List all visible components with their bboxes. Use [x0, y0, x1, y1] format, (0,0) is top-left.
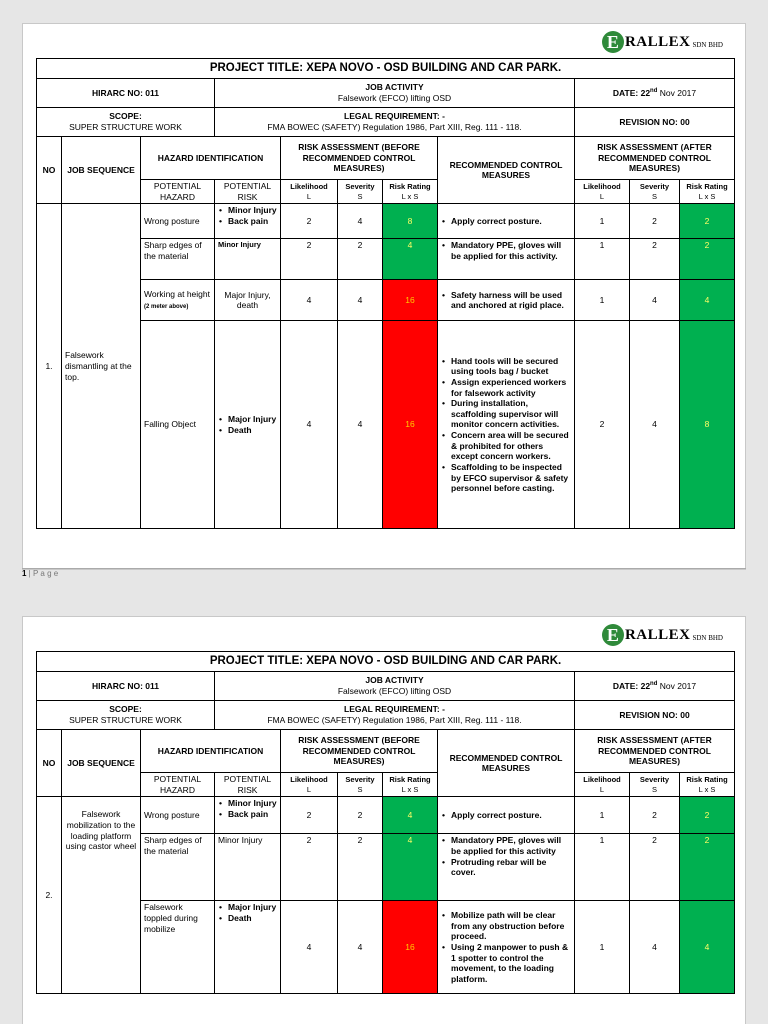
potential-hazard: Wrong posture: [141, 204, 215, 239]
logo-mark-icon: E: [602, 31, 624, 53]
severity: 4: [338, 901, 383, 994]
severity-after: 2: [630, 797, 680, 834]
control-measures: • Mandatory PPE, gloves will be applied for this activity • Protruding rebar will be cover.: [438, 834, 575, 901]
col-potential-risk: POTENTIAL RISK: [215, 180, 281, 204]
col-severity-after: Severity S: [630, 180, 680, 204]
table-row: [37, 239, 735, 280]
risk-rating: 16: [383, 280, 438, 321]
scope: SCOPE: SUPER STRUCTURE WORK: [37, 701, 215, 730]
table-row: [37, 280, 735, 321]
potential-hazard: Falsework toppled during mobilize: [141, 901, 215, 994]
likelihood: 2: [281, 797, 338, 834]
severity: 2: [338, 239, 383, 280]
severity: 4: [338, 204, 383, 239]
col-severity: Severity S: [338, 180, 383, 204]
col-likelihood: Likelihood L: [281, 180, 338, 204]
table-row: [37, 797, 735, 834]
likelihood-after: 1: [575, 204, 630, 239]
potential-hazard: Falling Object: [141, 321, 215, 529]
col-risk-rating: Risk Rating L x S: [383, 180, 438, 204]
col-potential-hazard: POTENTIAL HAZARD: [141, 773, 215, 797]
project-title: PROJECT TITLE: XEPA NOVO - OSD BUILDING AND CAR PARK.: [37, 652, 735, 672]
potential-risk: Minor Injury: [215, 834, 281, 901]
potential-hazard: Wrong posture: [141, 797, 215, 834]
col-no: NO: [37, 137, 62, 204]
date: DATE: 22nd Nov 2017: [575, 672, 735, 701]
likelihood: 2: [281, 834, 338, 901]
table-row: [37, 321, 735, 529]
col-hazard-identification: HAZARD IDENTIFICATION: [141, 730, 281, 773]
col-recommended-control: RECOMMENDED CONTROL MEASURES: [438, 730, 575, 797]
likelihood-after: 2: [575, 321, 630, 529]
col-potential-risk: POTENTIAL RISK: [215, 773, 281, 797]
risk-rating: 8: [383, 204, 438, 239]
potential-hazard: Sharp edges of the material: [141, 834, 215, 901]
risk-rating-after: 2: [680, 239, 735, 280]
col-severity: Severity S: [338, 773, 383, 797]
control-measures: • Mobilize path will be clear from any obstruction before proceed. • Using 2 manpower to push & 1 spotter to control the movement, to the loading platform.: [438, 901, 575, 994]
likelihood-after: 1: [575, 797, 630, 834]
control-measures: • Apply correct posture.: [438, 204, 575, 239]
col-risk-after: RISK ASSESSMENT (AFTER RECOMMENDED CONTROL MEASURES): [575, 730, 735, 773]
hirarc-number: HIRARC NO: 011: [37, 79, 215, 108]
control-measures: • Hand tools will be secured using tools bag / bucket • Assign experienced workers for falsework activity • During installation, scaffolding supervisor will monitor concern activities. • Concern area will be secured & prohibited for others except concern workers. • Scaffolding to be inspected by EFCO supervisor & safety personnel before casting.: [438, 321, 575, 529]
company-logo: E RALLEX SDN BHD: [602, 29, 723, 55]
col-job-sequence: JOB SEQUENCE: [62, 137, 141, 204]
table-row: [37, 834, 735, 901]
potential-hazard: Working at height (2 meter above): [141, 280, 215, 321]
severity-after: 4: [630, 280, 680, 321]
likelihood: 4: [281, 280, 338, 321]
company-logo: E RALLEX SDN BHD: [602, 622, 723, 648]
risk-rating: 4: [383, 797, 438, 834]
document-page-2: [22, 616, 746, 1024]
potential-risk: • Major Injury • Death: [215, 321, 281, 529]
risk-rating: 16: [383, 321, 438, 529]
control-measures: • Apply correct posture.: [438, 797, 575, 834]
job-sequence: Falsework mobilization to the loading platform using castor wheel: [62, 797, 141, 994]
table-row: [37, 901, 735, 994]
severity: 4: [338, 321, 383, 529]
hirarc-table: [36, 651, 735, 994]
risk-rating-after: 4: [680, 901, 735, 994]
likelihood-after: 1: [575, 239, 630, 280]
severity-after: 2: [630, 239, 680, 280]
legal-requirement: LEGAL REQUIREMENT: - FMA BOWEC (SAFETY) Regulation 1986, Part XIII, Reg. 111 - 118.: [215, 701, 575, 730]
col-no: NO: [37, 730, 62, 797]
table-row: [37, 204, 735, 239]
severity: 2: [338, 797, 383, 834]
severity-after: 4: [630, 901, 680, 994]
potential-hazard: Sharp edges of the material: [141, 239, 215, 280]
potential-risk: • Minor Injury • Back pain: [215, 204, 281, 239]
logo-mark-icon: E: [602, 624, 624, 646]
hirarc-table: [36, 58, 735, 529]
control-measures: • Safety harness will be used and anchored at rigid place.: [438, 280, 575, 321]
risk-rating: 4: [383, 834, 438, 901]
col-risk-rating-after: Risk Rating L x S: [680, 180, 735, 204]
severity-after: 2: [630, 834, 680, 901]
document-page-1: [22, 23, 746, 570]
risk-rating: 16: [383, 901, 438, 994]
potential-risk: Major Injury, death: [215, 280, 281, 321]
hirarc-number: HIRARC NO: 011: [37, 672, 215, 701]
row-number: 1.: [37, 204, 62, 529]
risk-rating-after: 2: [680, 204, 735, 239]
risk-rating-after: 2: [680, 834, 735, 901]
likelihood: 4: [281, 901, 338, 994]
col-likelihood-after: Likelihood L: [575, 773, 630, 797]
col-job-sequence: JOB SEQUENCE: [62, 730, 141, 797]
risk-rating-after: 2: [680, 797, 735, 834]
risk-rating: 4: [383, 239, 438, 280]
likelihood: 2: [281, 204, 338, 239]
potential-risk: • Major Injury • Death: [215, 901, 281, 994]
project-title: PROJECT TITLE: XEPA NOVO - OSD BUILDING AND CAR PARK.: [37, 59, 735, 79]
job-sequence: Falsework dismantling at the top.: [62, 204, 141, 529]
severity-after: 4: [630, 321, 680, 529]
severity: 4: [338, 280, 383, 321]
col-risk-before: RISK ASSESSMENT (BEFORE RECOMMENDED CONTROL MEASURES): [281, 137, 438, 180]
job-activity: JOB ACTIVITY Falsework (EFCO) lifting OSD: [215, 79, 575, 108]
col-recommended-control: RECOMMENDED CONTROL MEASURES: [438, 137, 575, 204]
revision-number: REVISION NO: 00: [575, 108, 735, 137]
potential-risk: Minor Injury: [215, 239, 281, 280]
col-hazard-identification: HAZARD IDENTIFICATION: [141, 137, 281, 180]
col-risk-before: RISK ASSESSMENT (BEFORE RECOMMENDED CONTROL MEASURES): [281, 730, 438, 773]
job-activity: JOB ACTIVITY Falsework (EFCO) lifting OSD: [215, 672, 575, 701]
col-risk-after: RISK ASSESSMENT (AFTER RECOMMENDED CONTROL MEASURES): [575, 137, 735, 180]
likelihood-after: 1: [575, 834, 630, 901]
col-risk-rating: Risk Rating L x S: [383, 773, 438, 797]
potential-risk: • Minor Injury • Back pain: [215, 797, 281, 834]
likelihood-after: 1: [575, 280, 630, 321]
scope: SCOPE: SUPER STRUCTURE WORK: [37, 108, 215, 137]
col-likelihood-after: Likelihood L: [575, 180, 630, 204]
col-potential-hazard: POTENTIAL HAZARD: [141, 180, 215, 204]
likelihood-after: 1: [575, 901, 630, 994]
col-severity-after: Severity S: [630, 773, 680, 797]
col-risk-rating-after: Risk Rating L x S: [680, 773, 735, 797]
date: DATE: 22nd Nov 2017: [575, 79, 735, 108]
severity: 2: [338, 834, 383, 901]
row-number: 2.: [37, 797, 62, 994]
revision-number: REVISION NO: 00: [575, 701, 735, 730]
legal-requirement: LEGAL REQUIREMENT: - FMA BOWEC (SAFETY) Regulation 1986, Part XIII, Reg. 111 - 118.: [215, 108, 575, 137]
likelihood: 4: [281, 321, 338, 529]
page-footer: 1 | P a g e: [22, 568, 746, 578]
likelihood: 2: [281, 239, 338, 280]
control-measures: • Mandatory PPE, gloves will be applied for this activity.: [438, 239, 575, 280]
col-likelihood: Likelihood L: [281, 773, 338, 797]
risk-rating-after: 4: [680, 280, 735, 321]
severity-after: 2: [630, 204, 680, 239]
risk-rating-after: 8: [680, 321, 735, 529]
